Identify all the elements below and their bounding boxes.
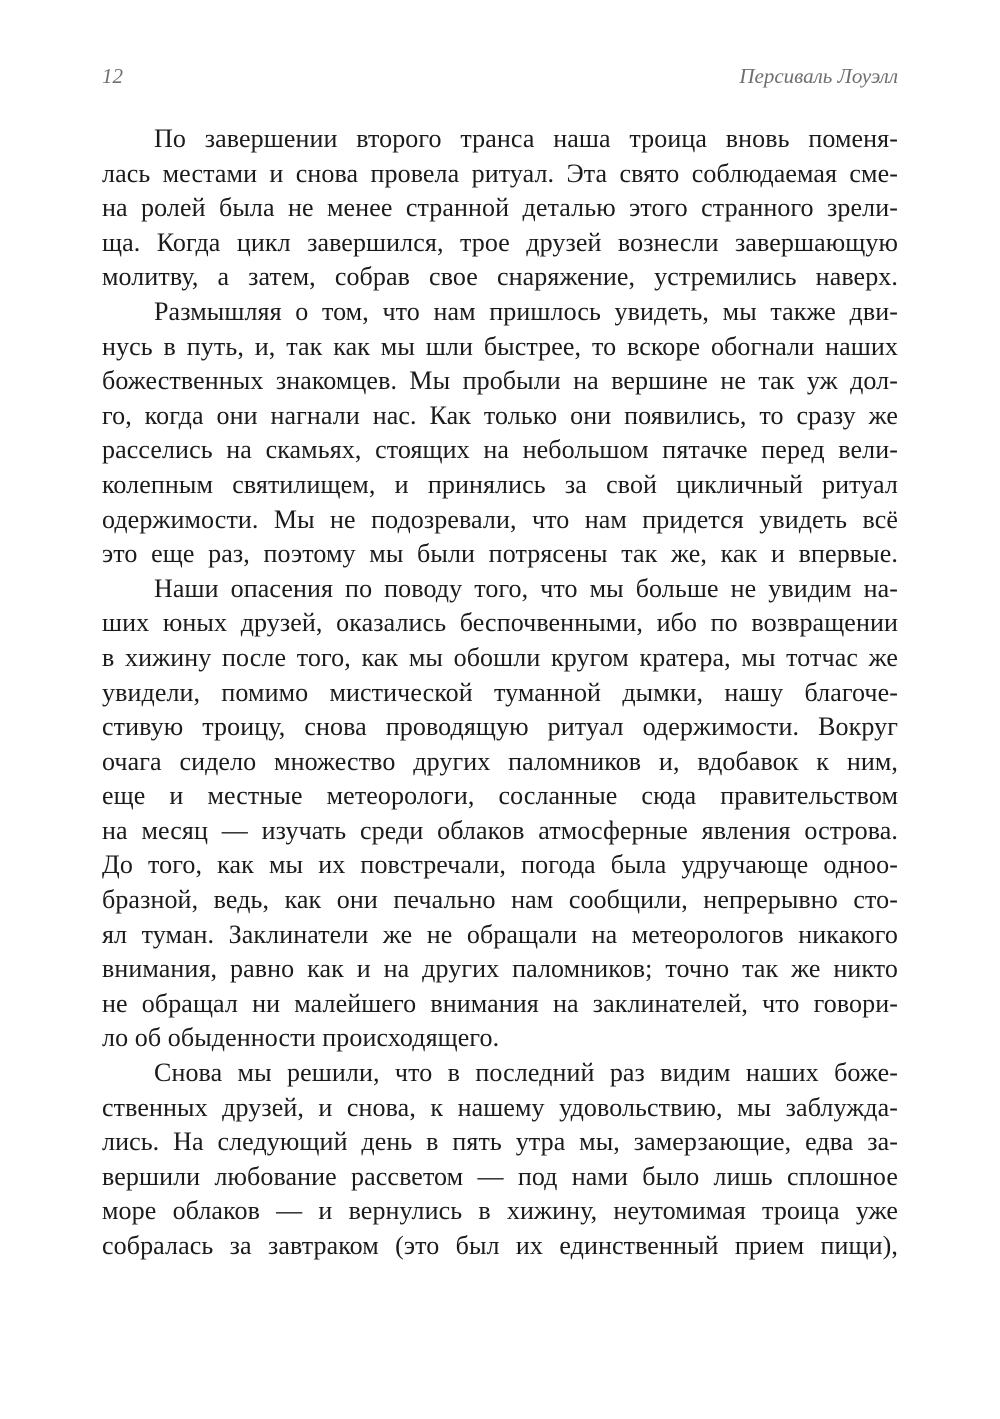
text-line: увидели, помимо мистической туманной дымки, нашу благоче-	[102, 677, 898, 707]
text-line: это еще раз, поэтому мы были потрясены так же, как и впервые.	[102, 539, 898, 569]
paragraph-3	[102, 572, 898, 1056]
text-line: лись. На следующий день в пять утра мы, замерзающие, едва за-	[102, 1127, 898, 1157]
text-line: еще и местные метеорологи, сосланные сюда правительством	[102, 781, 898, 811]
text-line: не обращал ни малейшего внимания на заклинателей, что говори-	[102, 988, 898, 1018]
text-line: По завершении второго транса наша троица вновь поменя-	[154, 124, 898, 153]
text-line: Снова мы решили, что в последний раз видим наших боже-	[154, 1058, 898, 1088]
running-head	[102, 64, 898, 94]
text-line: в хижину после того, как мы обошли кругом кратера, мы тотчас же	[102, 642, 898, 672]
text-line: нусь в путь, и, так как мы шли быстрее, то вскоре обогнали наших	[102, 331, 898, 361]
text-line: одержимости. Мы не подозревали, что нам придется увидеть всё	[102, 504, 898, 534]
text-line: очага сидело множество других паломников и, вдобавок к ним,	[102, 746, 898, 776]
text-line: божественных знакомцев. Мы пробыли на вершине не так уж дол-	[102, 366, 898, 396]
text-line: расселись на скамьях, стоящих на небольшом пятачке перед вели-	[102, 435, 898, 465]
text-line: колепным святилищем, и принялись за свой цикличный ритуал	[102, 469, 898, 499]
paragraph-1	[102, 122, 898, 295]
text-line: Размышляя о том, что нам пришлось увидеть, мы также дви-	[154, 296, 898, 326]
text-line: ло об обыденности происходящего.	[102, 1023, 500, 1053]
paragraph-4	[102, 1056, 898, 1264]
text-line: го, когда они нагнали нас. Как только они появились, то сразу же	[102, 400, 898, 430]
body-text	[102, 122, 898, 1264]
text-line: вершили любование рассветом — под нами было лишь сплошное	[102, 1161, 898, 1191]
text-line: лась местами и снова провела ритуал. Эта свято соблюдаемая сме-	[102, 158, 898, 188]
text-line: молитву, а затем, собрав свое снаряжение, устремились наверх.	[102, 262, 898, 292]
page-number: 12	[102, 64, 123, 88]
running-head-title: Персиваль Лоуэлл	[739, 64, 898, 88]
text-line: на месяц — изучать среди облаков атмосферные явления острова.	[102, 815, 898, 845]
paragraph-2	[102, 295, 898, 572]
text-line: стивую троицу, снова проводящую ритуал одержимости. Вокруг	[102, 712, 898, 742]
text-line: ща. Когда цикл завершился, трое друзей вознесли завершающую	[102, 227, 898, 257]
text-line: ственных друзей, и снова, к нашему удовольствию, мы заблужда-	[102, 1092, 898, 1122]
text-line: Наши опасения по поводу того, что мы больше не увидим на-	[154, 573, 898, 603]
text-line: море облаков — и вернулись в хижину, неутомимая троица уже	[102, 1196, 898, 1226]
text-line: внимания, равно как и на других паломников; точно так же никто	[102, 954, 898, 984]
text-line: ял туман. Заклинатели же не обращали на метеорологов никакого	[102, 919, 898, 949]
text-line: бразной, ведь, как они печально нам сообщили, непрерывно сто-	[102, 885, 898, 915]
text-line: на ролей была не менее странной деталью этого странного зрели-	[102, 193, 898, 223]
text-line: ших юных друзей, оказались беспочвенными, ибо по возвращении	[102, 608, 898, 638]
text-line: До того, как мы их повстречали, погода была удручающе одноо-	[102, 850, 898, 880]
text-line: собралась за завтраком (это был их единственный прием пищи),	[102, 1231, 898, 1260]
